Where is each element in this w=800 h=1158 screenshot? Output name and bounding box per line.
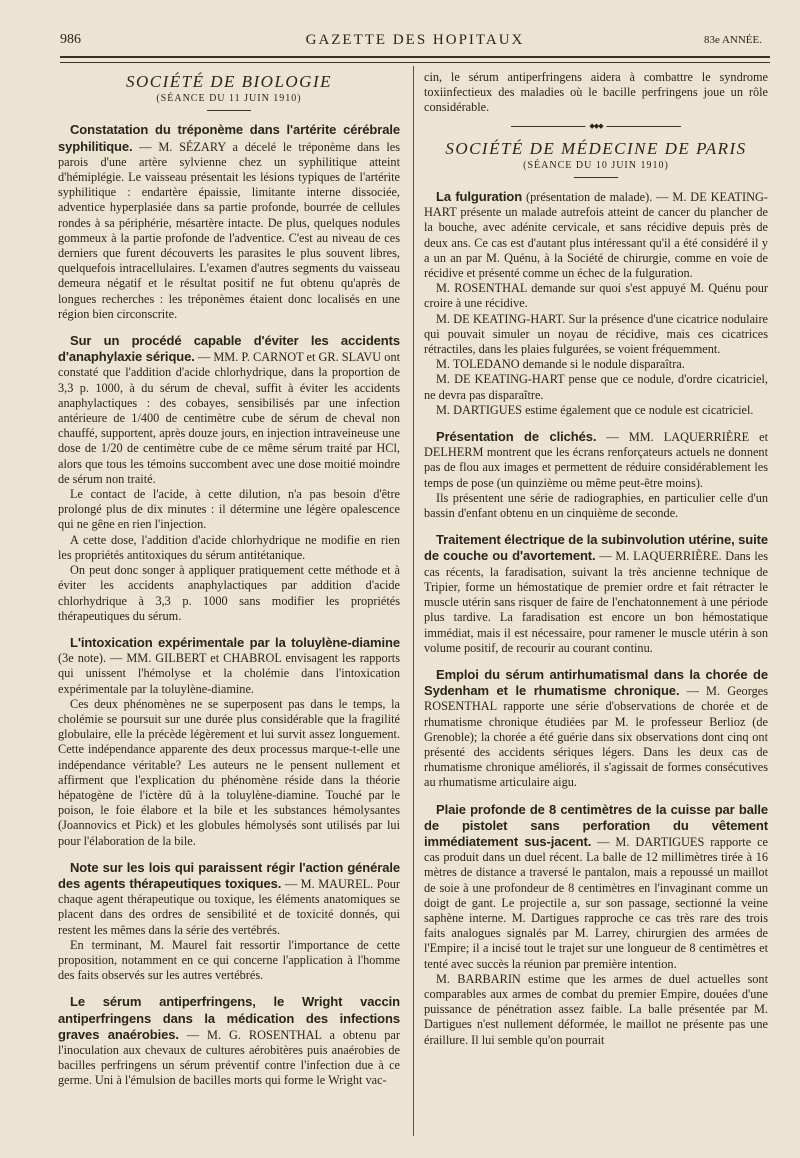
article-heading: Emploi du sérum antirhumatismal dans la chorée de Sydenham et le rhumatisme chronique. <box>424 666 768 699</box>
article-text: (présentation de malade). — M. DE KEATING-HART présente un malade autrefois atteint de cancer du plancher de la bouche, avec adénite cervicale, et sans récidive depuis près de deux ans. Ce cas est d'autant plus intéressant qu'il a été considéré il y a un an par M. Quénu, à la Société de chirurgie, comme en voie de récidive et présenté comme un échec de la fulguration. <box>424 190 768 281</box>
section-title-medecine: SOCIÉTÉ DE MÉDECINE DE PARIS <box>445 138 747 158</box>
article-paragraph: Ces deux phénomènes ne se superposent pas dans le temps, la cholémie se poursuit sur une durée plus considérable que la fragilité globulaire, elle la précède légèrement et lui survit assez longuement. Cette indépendance apparente des deux processus marque-t-elle une indépendance véritable? Les auteurs ne le pensent nullement et affirment que l'explication du phénomène réside dans la théorie hépatogène de l'ictère dû à la toluylène-diamine. Touché par le poison, le foie élabore et la bile et les substances hémolysantes (Joannovics et Pick) et les globules hémolysés sont utilisés par lui pour l'élaboration de la bile. <box>58 696 400 848</box>
article-heading: Traitement électrique de la subinvolution utérine, suite de couche ou d'avortement. <box>424 532 768 564</box>
article-paragraph: On peut donc songer à appliquer pratiquement cette méthode et à éviter les accidents anaphylactiques par addition d'acide chlorhydrique à 3,3 p. 1000 sans modifier les propriétés thérapeutiques du sérum. <box>58 563 400 623</box>
article-paragraph: Le contact de l'acide, à cette dilution, n'a pas besoin d'être prolongé plus de dix minutes : il détermine une légère opalescence qui ne gêne en rien l'injection. <box>58 487 400 532</box>
article-treponeme <box>58 122 400 322</box>
article-text: — M. G. ROSENTHAL a obtenu par l'inoculation aux chevaux de cultures aérobitères puis anaérobies de bacilles perfringens un sérum préventif contre l'infection due à ce germe. Uni à l'émulsion de bacilles morts qui forme le Wright vac- <box>58 1027 400 1088</box>
article-heading: La fulguration <box>436 189 523 205</box>
article-antiperfringens <box>58 994 400 1088</box>
column-divider <box>413 66 414 1136</box>
ornamental-separator <box>511 126 681 127</box>
article-cliches <box>424 429 768 521</box>
article-heading: Présentation de clichés. <box>436 429 597 445</box>
running-header <box>60 30 770 52</box>
article-subinvolution <box>424 532 768 656</box>
article-heading: Sur un procédé capable d'éviter les accidents d'anaphylaxie sérique. <box>58 333 400 365</box>
seance-date: (SÉANCE DU 10 JUIN 1910) <box>523 159 669 171</box>
article-text: — M. DARTIGUES rapporte ce cas produit dans un duel récent. La balle de 12 millimètres tirée à 16 mètres de distance a traversé le pantalon, mais a repoussé un maillot de soie à une profondeur de 8 centimètres en l'invaginant comme un doigt de gant. Le projectile a, sur son passage, sectionné la veine saphène interne. M. Dartigues rapproche ce cas très rare des trois faits analogues signalés par M. Larrey, chirurgien des armées de l'Empire; il a incisé tout le trajet sur une longueur de 8 centimètres et tenté avec succès la réunion par première intention. <box>424 834 769 971</box>
article-anaphylaxie <box>58 333 400 624</box>
seance-date: (SÉANCE DU 11 JUIN 1910) <box>156 93 302 105</box>
short-rule <box>574 177 618 178</box>
article-heading: Note sur les lois qui paraissent régir l'action générale des agents thérapeutiques toxiques. <box>58 859 400 891</box>
year-label: 83e ANNÉE. <box>703 34 762 46</box>
article-heading: L'intoxication expérimentale par la toluylène-diamine <box>70 634 400 650</box>
section-title-biologie: SOCIÉTÉ DE BIOLOGIE <box>125 72 333 91</box>
article-text: (3e note). — MM. GILBERT et CHABROL envisagent les rapports qui unissent l'hémolyse et la cholémie dans l'intoxication expérimentale par la toluylène-diamine. <box>58 651 400 696</box>
article-paragraph: M. DE KEATING-HART pense que ce nodule, d'ordre cicatriciel, ne devra pas disparaître. <box>424 372 768 402</box>
article-paragraph: Ils présentent une série de radiographies, en particulier celle d'un bassin d'enfant obtenu en un cinquième de seconde. <box>424 490 768 521</box>
article-lois-toxiques <box>58 860 400 984</box>
article-text: — M. LAQUERRIÈRE. Dans les cas récents, la faradisation, suivant la très ancienne technique de Tripier, forme un hémostatique de premier ordre et fait rétracter le muscle utérin sans risquer de faire de l'enchatonnement à une période plus tardive. La faradisation est encore un bon hémostatique immédiat, mais il est nécessaire, pour ramener le muscle utérin à son volume positif, de recourir au courant continu. <box>424 549 768 655</box>
article-text: — MM. LAQUERRIÈRE et DELHERM montrent que les écrans renforçateurs actuels ne donnent pas de flou aux images et permettent de réduire considérablement les temps de pose (un quinzième ou même peut-être moins). <box>424 430 769 490</box>
journal-title: GAZETTE DES HOPITAUX <box>305 32 525 48</box>
article-paragraph: M. DARTIGUES estime également que ce nodule est cicatriciel. <box>436 402 754 417</box>
article-text: — M. Georges ROSENTHAL rapporte une série d'observations de chorée et de rhumatisme chronique étudiées par M. le professeur Berlioz (de Grenoble); la chorée a été guérie dans six observations dont cinq ont présenté des accidents sériques légers. Dans les deux cas de rhumatisme chronique améliorés, il s'agissait de formes consécutives au rhumatisme articulaire aigu. <box>424 684 768 790</box>
article-fulguration <box>424 189 768 418</box>
page-number: 986 <box>60 32 81 47</box>
short-rule <box>207 110 251 111</box>
article-text: — MM. P. CARNOT et GR. SLAVU ont constaté que l'addition d'acide chlorhydrique, dans la proportion de 3,3 p. 1000, à du sérum de cheval, suffit à éviter les accidents anaphylactiques : des cobayes, sensibilisés par une infection antérieure de 1/400 de centimètre cube de sérum de cheval non chauffé, supportent, après douze jours, en injection intraveineuse une dose de 1/20 de centimètre cube de ce même sérum traité par HCl, alors que tous les témoins succombent avec une dose moitié moindre de sérum non traité. <box>58 350 401 486</box>
article-heading: Le sérum antiperfringens, le Wright vaccin antiperfringens dans la médication des infections graves anaérobies. <box>58 994 400 1042</box>
left-column <box>58 70 400 1089</box>
article-text: — M. MAUREL. Pour chaque agent thérapeutique ou toxique, les éléments anatomiques se placent dans des ordres de sensibilité et de toxicité donnés, qui restent les mêmes dans la série des vertébrés. <box>58 876 400 937</box>
article-heading: Plaie profonde de 8 centimètres de la cuisse par balle de pistolet sans perforation du vêtement immédiatement sus-jacent. <box>424 801 768 849</box>
header-rule-thick <box>60 56 770 58</box>
header-rule-thin <box>60 62 770 63</box>
article-paragraph: M. TOLEDANO demande si le nodule disparaîtra. <box>436 357 685 372</box>
article-choree <box>424 667 768 791</box>
article-paragraph: En terminant, M. Maurel fait ressortir l'importance de cette proposition, notamment en ce qui concerne l'application à l'homme des faits observés sur les autres vertébrés. <box>58 937 400 983</box>
continued-text: cin, le sérum antiperfringens aidera à combattre le syndrome toxiinfectieux des maladies où le bacille perfringens joue un rôle considérable. <box>424 70 768 115</box>
article-paragraph: M. BARBARIN estime que les armes de duel actuelles sont comparables aux armes de combat du premier Empire, douées d'une puissance de pénétration assez faible. La balle présentée par M. Dartigues n'est nullement déformée, le maillot ne présente pas une éraillure. Il lui semble qu'on pourrait <box>424 971 768 1047</box>
article-heading: Constatation du tréponème dans l'artérite cérébrale syphilitique. <box>58 122 400 154</box>
article-paragraph: M. DE KEATING-HART. Sur la présence d'une cicatrice nodulaire qui pouvait simuler un noyau de récidive, mais ces cicatrices rétractiles, dans les plaies fulgurées, se voient fréquemment. <box>424 311 768 357</box>
article-paragraph: M. ROSENTHAL demande sur quoi s'est appuyé M. Quénu pour croire à une récidive. <box>424 281 768 311</box>
article-text: — M. SÉZARY a décelé le tréponème dans les parois d'une artère sylvienne chez un syphilitique atteint d'hémiplégie. Le vaisseau présentait les lésions typiques de l'artérite syphilitique : endartère épaissie, limitante interne dissociée, adventice hyperplasiée dans sa partie profonde, bourrée de cellules rondes à sa périphérie, mésartère intacte. De plus, quelques nodules gommeux à la partie profonde de l'adventice. C'est au niveau de ces derniers que furent découverts les parasites le plus souvent libres, quelquefois intracellulaires. L'examen d'autres segments du vaisseau demeura négatif et le résultat positif ne fut obtenu qu'après de longues recherches : les tréponèmes étaient donc localisés en une région bien circonscrite. <box>58 139 401 321</box>
article-paragraph: A cette dose, l'addition d'acide chlorhydrique ne modifie en rien les propriétés antitoxiques du sérum antitétanique. <box>58 532 400 562</box>
article-plaie-cuisse <box>424 802 768 1048</box>
article-toluylene <box>58 635 400 849</box>
right-column <box>424 70 768 1048</box>
